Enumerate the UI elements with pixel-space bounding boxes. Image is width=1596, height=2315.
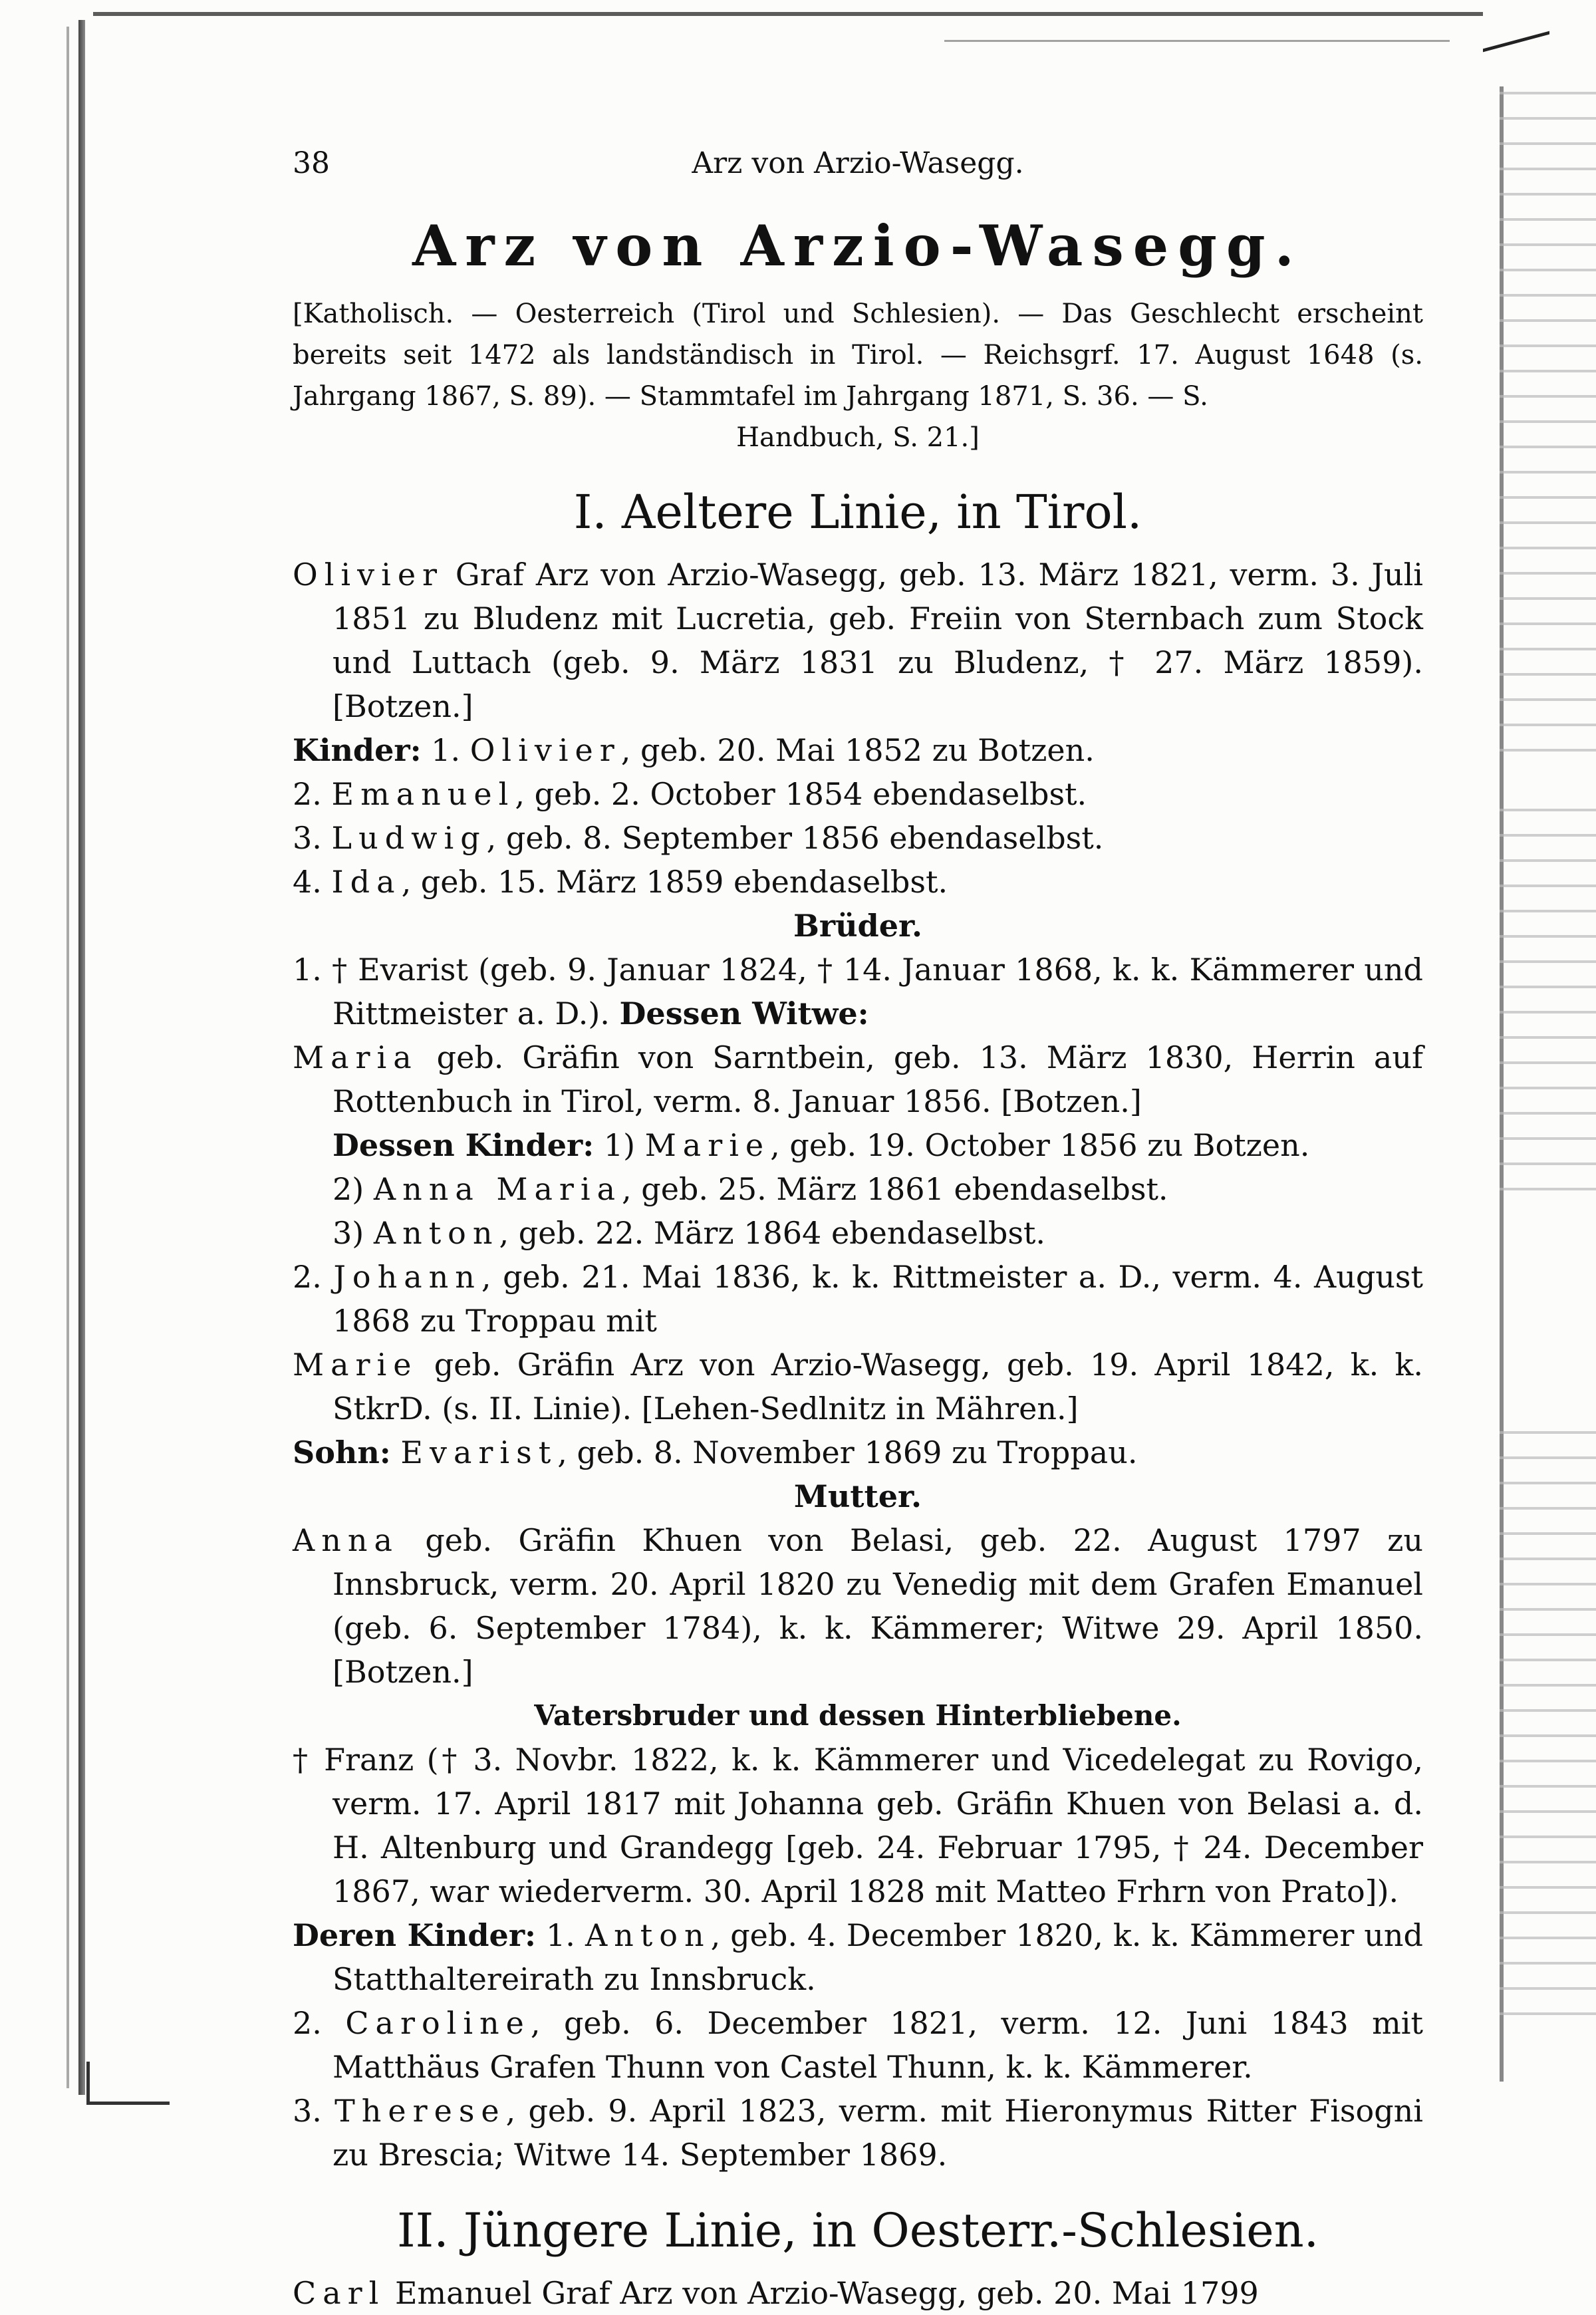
entry-kind-2 bbox=[293, 772, 1423, 816]
entry-dessen-kind-1 bbox=[293, 1123, 1423, 1167]
entry-number: 1. bbox=[431, 732, 470, 768]
scan-left-shadow bbox=[66, 27, 69, 2088]
subhead-mutter: Mutter. bbox=[793, 1478, 922, 1514]
entry-head-olivier bbox=[293, 553, 1423, 728]
entry-deren-kind-3 bbox=[293, 2089, 1423, 2177]
entry-head-carl bbox=[293, 2271, 1423, 2315]
section-title-aeltere-linie: I. Aeltere Linie, in Tirol. bbox=[573, 485, 1142, 539]
entry-number: 3. bbox=[293, 2093, 335, 2129]
entry-name: Carl bbox=[293, 2275, 386, 2311]
entry-name: Anton bbox=[373, 1215, 499, 1251]
entry-text: , geb. 20. Mai 1852 zu Botzen. bbox=[620, 732, 1095, 768]
entry-kind-1 bbox=[293, 728, 1423, 772]
section-title-juengere-linie: II. Jüngere Linie, in Oesterr.-Schlesien. bbox=[397, 2203, 1319, 2258]
sohn-label: Sohn: bbox=[293, 1434, 391, 1470]
entry-text: , geb. 4. December 1820, k. k. Kämmerer und Statthaltereirath zu Innsbruck. bbox=[332, 1917, 1424, 1997]
entry-witwe-maria bbox=[293, 1035, 1423, 1123]
scan-top-rule bbox=[93, 12, 1483, 16]
scan-facing-text-strip bbox=[1500, 86, 1596, 751]
scan-facing-text-strip bbox=[1500, 1417, 1596, 2015]
dessen-kinder-label: Dessen Kinder: bbox=[332, 1127, 595, 1163]
entry-number: 2. bbox=[293, 776, 332, 812]
scan-top-rule-secondary bbox=[944, 40, 1450, 42]
page-number: 38 bbox=[293, 146, 330, 180]
intro-paragraph: [Katholisch. — Oesterreich (Tirol und Schlesien). — Das Geschlecht erscheint bereits seit 1472 als landständisch in Tirol. — Reichsgrf. 17. August 1648 (s. Jahrgang 1867, S. 89). — Stammtafel im Jahrgang 1871, S. 36. — S. bbox=[293, 299, 1423, 412]
entry-text: geb. Gräfin Arz von Arzio-Wasegg, geb. 19. April 1842, k. k. StkrD. (s. II. Linie). [Lehen-Sedlnitz in Mähren.] bbox=[332, 1347, 1423, 1427]
entry-number: 4. bbox=[293, 864, 332, 900]
entry-text: geb. Gräfin von Sarntbein, geb. 13. März 1830, Herrin auf Rottenbuch in Tirol, verm. 8. Januar 1856. [Botzen.] bbox=[332, 1039, 1423, 1119]
witwe-label: Dessen Witwe: bbox=[619, 996, 869, 1031]
entry-text: , geb. 8. September 1856 ebendaselbst. bbox=[486, 820, 1104, 856]
scan-facing-page-edge bbox=[1500, 86, 1596, 2082]
scan-corner-mark bbox=[1483, 0, 1549, 52]
deren-kinder-label: Deren Kinder: bbox=[293, 1917, 537, 1953]
entry-number: 1. bbox=[536, 1917, 585, 1953]
entry-number: 3. bbox=[293, 820, 332, 856]
entry-name: Marie bbox=[644, 1127, 771, 1163]
entry-number: 3) bbox=[332, 1215, 374, 1251]
document-page bbox=[293, 133, 1423, 2315]
entry-mutter-anna bbox=[293, 1518, 1423, 1694]
entry-text: Emanuel Graf Arz von Arzio-Wasegg, geb. 20. Mai 1799 bbox=[385, 2275, 1259, 2311]
entry-text: , geb. 9. April 1823, verm. mit Hieronymus Ritter Fisogni zu Brescia; Witwe 14. September 1869. bbox=[332, 2093, 1424, 2173]
intro-paragraph-end: Handbuch, S. 21.] bbox=[736, 422, 980, 453]
entry-name: Anna Maria bbox=[373, 1171, 622, 1207]
entry-gattin-marie bbox=[293, 1343, 1423, 1430]
entry-text: , geb. 6. December 1821, verm. 12. Juni 1843 mit Matthäus Grafen Thunn von Castel Thunn, k. k. Kämmerer. bbox=[332, 2005, 1423, 2085]
kinder-label: Kinder: bbox=[293, 732, 422, 768]
entry-kind-3 bbox=[293, 816, 1423, 860]
scan-left-edge bbox=[78, 20, 85, 2095]
entry-text: , geb. 8. November 1869 zu Troppau. bbox=[557, 1434, 1138, 1470]
entry-text: , geb. 2. October 1854 ebendaselbst. bbox=[515, 776, 1087, 812]
entry-deren-kind-1 bbox=[293, 1913, 1423, 2001]
entry-dessen-kind-3 bbox=[293, 1211, 1423, 1255]
entry-sohn-evarist bbox=[293, 1430, 1423, 1474]
entry-name: Olivier bbox=[293, 557, 444, 593]
entry-number: 2. bbox=[293, 1259, 334, 1295]
entry-text: geb. Gräfin Khuen von Belasi, geb. 22. August 1797 zu Innsbruck, verm. 20. April 1820 zu Venedig mit dem Grafen Emanuel (geb. 6. September 1784), k. k. Kämmerer; Witwe 29. April 1850. [Botzen.] bbox=[332, 1522, 1423, 1690]
entry-name: Johann bbox=[333, 1259, 481, 1295]
entry-franz: † Franz († 3. Novbr. 1822, k. k. Kämmerer und Vicedelegat zu Rovigo, verm. 17. April 1817 mit Johanna geb. Gräfin Khuen von Belasi a. d. H. Altenburg und Grandegg [geb. 24. Februar 1795, † 24. December 1867, war wiederverm. 30. April 1828 mit Matteo Frhrn von Prato]). bbox=[293, 1742, 1423, 1909]
entry-text: , geb. 15. März 1859 ebendaselbst. bbox=[401, 864, 948, 900]
entry-name: Anna bbox=[293, 1522, 399, 1558]
entry-name: Therese bbox=[334, 2093, 506, 2129]
entry-name: Maria bbox=[293, 1039, 418, 1075]
scan-facing-text-strip bbox=[1500, 805, 1596, 1190]
entry-text: , geb. 21. Mai 1836, k. k. Rittmeister a. D., verm. 4. August 1868 zu Troppau mit bbox=[332, 1259, 1423, 1339]
entry-name: Ludwig bbox=[331, 820, 487, 856]
subhead-brueder: Brüder. bbox=[793, 908, 923, 944]
entry-name: Ida bbox=[331, 864, 402, 900]
entry-name: Marie bbox=[293, 1347, 418, 1383]
entry-text: 1. † Evarist (geb. 9. Januar 1824, † 14. Januar 1868, k. k. Kämmerer und Rittmeister a. D.). bbox=[293, 952, 1423, 1031]
scan-bottom-mark bbox=[86, 2062, 170, 2105]
page-header bbox=[293, 133, 1423, 186]
entry-name: Anton bbox=[585, 1917, 711, 1953]
entry-text: , geb. 19. October 1856 zu Botzen. bbox=[770, 1127, 1310, 1163]
entry-kind-4 bbox=[293, 860, 1423, 904]
entry-bruder-johann bbox=[293, 1255, 1423, 1343]
entry-dessen-kind-2 bbox=[293, 1167, 1423, 1211]
entry-text: , geb. 25. März 1861 ebendaselbst. bbox=[622, 1171, 1168, 1207]
entry-name: Emanuel bbox=[331, 776, 515, 812]
entry-text: Graf Arz von Arzio-Wasegg, geb. 13. März 1821, verm. 3. Juli 1851 zu Bludenz mit Lucretia, geb. Freiin von Sternbach zum Stock und Luttach (geb. 9. März 1831 zu Bludenz, † 27. März 1859). [Botzen.] bbox=[332, 557, 1423, 724]
running-head: Arz von Arzio-Wasegg. bbox=[692, 146, 1024, 180]
entry-number: 1) bbox=[603, 1127, 645, 1163]
entry-number: 2) bbox=[332, 1171, 374, 1207]
entry-deren-kind-2 bbox=[293, 2001, 1423, 2089]
entry-name: Olivier bbox=[469, 732, 621, 768]
entry-name: Evarist bbox=[400, 1434, 558, 1470]
entry-number: 2. bbox=[293, 2005, 346, 2041]
entry-name: Caroline bbox=[345, 2005, 531, 2041]
document-title: Arz von Arzio-Wasegg. bbox=[412, 213, 1303, 279]
entry-bruder-evarist bbox=[293, 948, 1423, 1035]
subhead-vatersbruder: Vatersbruder und dessen Hinterbliebene. bbox=[534, 1699, 1182, 1732]
entry-text: , geb. 22. März 1864 ebendaselbst. bbox=[499, 1215, 1046, 1251]
